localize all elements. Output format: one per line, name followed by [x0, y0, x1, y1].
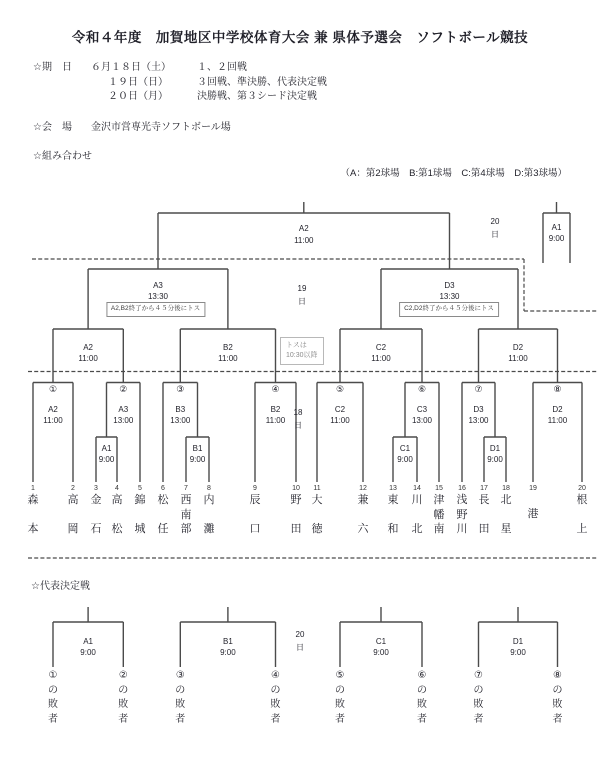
match-code: A2	[48, 404, 58, 414]
match-time: 9:00	[548, 234, 565, 243]
team-number: 1	[31, 485, 35, 492]
match-time: 11:00	[547, 416, 568, 425]
team-number: 2	[71, 485, 75, 492]
round2-label-2	[113, 404, 133, 427]
match-time: 9:00	[397, 455, 413, 464]
round1-label-b1	[190, 443, 206, 466]
schedule-date-3: ２０日（月）	[108, 91, 168, 102]
match-time: 11:00	[265, 416, 286, 425]
match-time: 11:00	[330, 416, 350, 425]
day-label-19	[298, 282, 307, 308]
venue-name: 金沢市営専光寺ソフトボール場	[91, 122, 231, 133]
team-number: 20	[578, 485, 586, 492]
team-number: 15	[435, 485, 443, 492]
round2-label-1	[43, 404, 62, 427]
day-suffix: 日	[296, 642, 304, 652]
match-time: 9:00	[510, 648, 526, 657]
semifinal-left-label	[148, 280, 168, 303]
quarterfinal-label-a2	[78, 342, 97, 365]
day-label-18	[294, 406, 303, 432]
match-number-1: ①	[48, 384, 58, 394]
team-number: 3	[94, 485, 98, 492]
loser-slot: ②の敗者	[118, 670, 129, 725]
match-time: 13:00	[411, 416, 433, 425]
team-name: 浅野川	[456, 494, 468, 535]
round2-label-6	[412, 404, 432, 427]
schedule-label: ☆期 日	[33, 62, 72, 73]
team-name: 野田	[290, 494, 302, 535]
playoff-label-a1	[80, 636, 96, 659]
match-time: 9:00	[220, 648, 236, 657]
match-time: 13:30	[147, 292, 169, 301]
match-code: B1	[222, 636, 233, 646]
playoff-label-d1	[510, 636, 526, 659]
match-time: 13:30	[439, 292, 460, 301]
team-number: 16	[458, 485, 466, 492]
match-number-3: ③	[176, 384, 185, 394]
match-code: C3	[416, 404, 428, 414]
match-time: 11:00	[78, 354, 98, 363]
match-time: 11:00	[218, 354, 238, 363]
day-number: 20	[490, 217, 500, 226]
match-code: A2	[298, 224, 309, 233]
third-seed-match-label	[549, 222, 565, 245]
team-name: 北星	[500, 494, 512, 535]
team-number: 11	[313, 485, 321, 492]
team-number: 9	[253, 485, 257, 492]
match-time: 11:00	[371, 354, 391, 363]
team-number: 18	[502, 485, 510, 492]
match-code: D3	[473, 404, 484, 414]
team-name: 大徳	[311, 494, 323, 535]
match-code: C1	[399, 443, 411, 453]
team-number: 12	[359, 485, 367, 492]
team-number: 13	[389, 485, 397, 492]
match-code: C2	[375, 342, 387, 352]
day-number: 20	[295, 629, 305, 639]
team-number: 4	[115, 485, 119, 492]
team-name: 西南部	[180, 494, 192, 535]
team-number: 17	[480, 485, 488, 492]
quarterfinal-label-b2	[218, 342, 237, 365]
team-number: 8	[207, 485, 211, 492]
team-name: 東和	[387, 494, 399, 535]
toss-note-line2: 10:30以降	[286, 352, 318, 359]
match-time: 9:00	[373, 648, 389, 657]
playoff-label-c1	[373, 636, 389, 659]
match-code: C2	[334, 404, 346, 414]
team-name: 松任	[157, 494, 169, 535]
team-number: 19	[529, 485, 537, 492]
match-time: 9:00	[487, 455, 503, 464]
day-suffix: 日	[294, 420, 302, 430]
match-number-4: ④	[271, 384, 280, 394]
team-number: 6	[161, 485, 165, 492]
match-time: 13:00	[170, 416, 191, 425]
team-number: 10	[292, 485, 300, 492]
round1-label-c1	[397, 443, 413, 466]
playoff-label-b1	[220, 636, 236, 659]
schedule-games-2: ３回戦、準決勝、代表決定戦	[197, 76, 327, 88]
match-code: A1	[551, 222, 562, 232]
match-code: C1	[375, 636, 387, 646]
team-name: 森本	[27, 494, 39, 535]
loser-slot: ⑦の敗者	[473, 670, 484, 725]
team-name: 川北	[411, 494, 423, 535]
match-time: 9:00	[189, 455, 206, 464]
team-name: 辰口	[249, 494, 261, 535]
match-code: B1	[192, 443, 203, 453]
team-name: 高松	[111, 494, 123, 535]
match-number-2: ②	[119, 384, 128, 394]
round2-label-5	[330, 404, 349, 427]
team-name: 錦城	[134, 494, 146, 535]
match-number-7: ⑦	[474, 384, 483, 394]
team-name: 港	[527, 508, 539, 520]
match-number-8: ⑧	[553, 384, 562, 394]
playoff-heading: ☆代表決定戦	[31, 581, 90, 592]
schedule-date-2: １９日（日）	[108, 76, 168, 88]
team-name: 根上	[576, 494, 588, 535]
day-suffix: 日	[491, 230, 499, 239]
court-legend: （A：第2球場 B:第1球場 C:第4球場 D:第3球場）	[340, 168, 567, 179]
team-number: 14	[413, 485, 421, 492]
loser-slot: ⑧の敗者	[552, 670, 563, 725]
match-code: B2	[222, 342, 233, 352]
match-code: A3	[153, 280, 163, 290]
loser-slot: ⑤の敗者	[335, 670, 345, 725]
day-suffix: 日	[298, 296, 306, 306]
venue-label: ☆会 場	[33, 122, 72, 133]
loser-slot: ③の敗者	[175, 670, 186, 725]
match-time: 11:00	[294, 235, 314, 245]
round2-label-4	[266, 404, 285, 427]
match-time: 13:00	[113, 416, 134, 425]
round2-label-7	[468, 404, 488, 427]
match-time: 11:00	[508, 354, 528, 363]
semifinal-right-label	[439, 280, 459, 303]
match-code: A2	[83, 342, 93, 352]
schedule-games-3: 決勝戦、第３シード決定戦	[197, 91, 317, 102]
match-code: B3	[175, 404, 186, 414]
match-code: A3	[118, 404, 129, 414]
match-code: A1	[83, 636, 93, 646]
loser-slot: ①の敗者	[48, 670, 58, 725]
toss-note-left: A2,B2終了から４５分後にトス	[106, 302, 205, 317]
team-name: 津幡南	[433, 494, 445, 535]
day-number: 19	[297, 283, 307, 293]
round2-label-3	[170, 404, 190, 427]
match-code: D3	[444, 280, 455, 290]
match-time: 11:00	[43, 416, 63, 425]
match-code: D1	[512, 636, 524, 646]
toss-time-note	[280, 337, 324, 365]
team-name: 内灘	[203, 494, 215, 535]
match-time: 13:00	[468, 416, 489, 425]
loser-slot: ④の敗者	[270, 670, 281, 725]
team-name: 兼六	[357, 494, 369, 535]
schedule-games-1: １、２回戦	[197, 62, 247, 73]
match-time: 9:00	[80, 648, 96, 657]
match-number-5: ⑤	[335, 384, 345, 394]
quarterfinal-label-c2	[371, 342, 390, 365]
match-code: D1	[489, 443, 501, 453]
match-code: D2	[512, 342, 524, 352]
quarterfinal-label-d2	[508, 342, 527, 365]
team-name: 高岡	[67, 494, 79, 535]
day-label-20	[491, 215, 500, 241]
match-code: D2	[552, 404, 563, 414]
round1-label-d1	[487, 443, 503, 466]
match-number-6: ⑥	[417, 384, 427, 394]
toss-note-right: C2,D2終了から４５分後にトス	[399, 302, 499, 317]
bracket-lines-solid	[33, 202, 582, 667]
match-code: A1	[101, 443, 112, 453]
pairings-label: ☆組み合わせ	[33, 151, 92, 162]
round1-label-a1	[99, 443, 115, 466]
team-name: 金石	[90, 494, 102, 535]
day-label-20-bottom	[296, 628, 305, 654]
toss-note-line1: トスは	[286, 342, 307, 349]
team-number: 5	[138, 485, 142, 492]
day-number: 18	[293, 407, 303, 417]
match-time: 9:00	[98, 455, 115, 464]
match-code: B2	[270, 404, 281, 414]
schedule-date-1: ６月１８日（土）	[91, 62, 171, 73]
round2-label-8	[548, 404, 567, 427]
loser-slot: ⑥の敗者	[417, 670, 427, 725]
team-name: 長田	[478, 494, 490, 535]
page-title: 令和４年度 加賀地区中学校体育大会 兼 県体予選会 ソフトボール競技	[71, 30, 529, 45]
final-match-label	[294, 223, 313, 246]
team-number: 7	[184, 485, 188, 492]
